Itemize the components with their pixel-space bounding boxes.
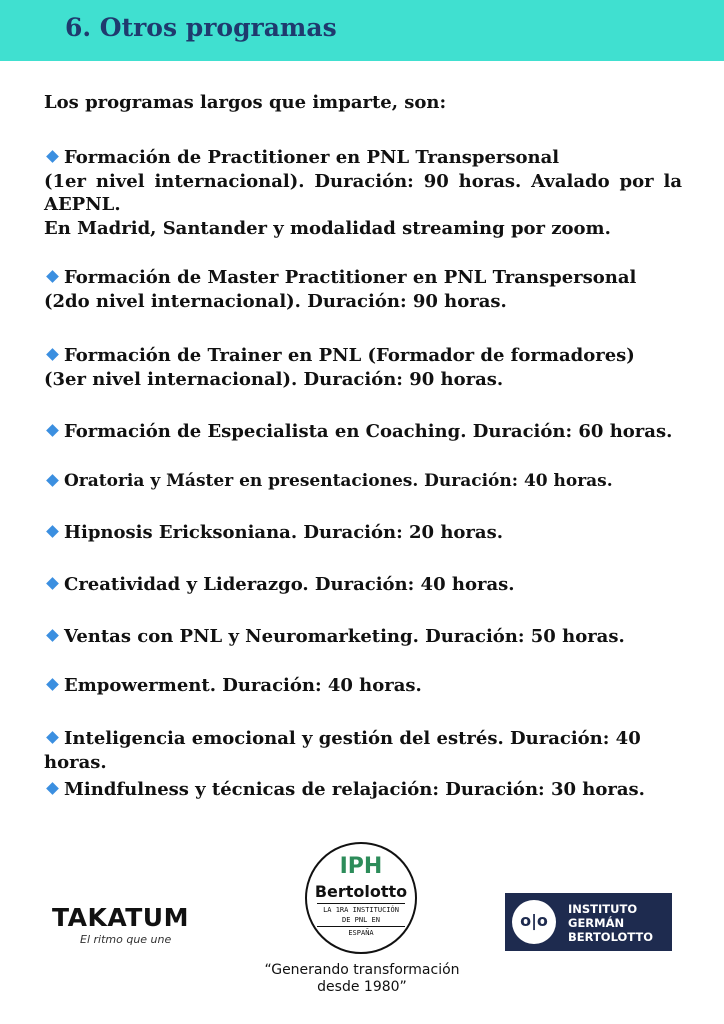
diamond-bullet-icon bbox=[46, 782, 59, 795]
page-title: 6. Otros programas bbox=[65, 13, 337, 42]
igb-text: INSTITUTO GERMÁN BERTOLOTTO bbox=[568, 902, 654, 944]
program-item: Creatividad y Liderazgo. Duración: 40 horas. bbox=[44, 573, 682, 597]
diamond-bullet-icon bbox=[46, 577, 59, 590]
program-item: Hipnosis Ericksoniana. Duración: 20 horas. bbox=[44, 521, 682, 545]
takatum-tagline: El ritmo que une bbox=[80, 933, 172, 946]
takatum-brand: TAKATUM bbox=[52, 903, 189, 932]
diamond-bullet-icon bbox=[46, 629, 59, 642]
footer-quote: “Generando transformación desde 1980” bbox=[264, 962, 460, 995]
diamond-bullet-icon bbox=[46, 731, 59, 744]
program-item: Formación de Especialista en Coaching. Duración: 60 horas. bbox=[44, 420, 682, 444]
iph-seal: IPH Bertolotto LA 1RA INSTITUCIÓN DE PNL EN ESPAÑA bbox=[305, 842, 417, 954]
iph-bertolotto-logo bbox=[305, 842, 417, 954]
diamond-bullet-icon bbox=[46, 474, 59, 487]
takatum-logo bbox=[52, 893, 208, 953]
diamond-bullet-icon bbox=[46, 424, 59, 437]
program-item: Ventas con PNL y Neuromarketing. Duración: 50 horas. bbox=[44, 625, 682, 649]
program-item: Formación de Trainer en PNL (Formador de formadores) (3er nivel internacional). Duración: 90 horas. bbox=[44, 345, 635, 390]
instituto-german-bertolotto-logo bbox=[505, 893, 672, 951]
program-item: Empowerment. Duración: 40 horas. bbox=[44, 674, 682, 698]
diamond-bullet-icon bbox=[46, 678, 59, 691]
intro-text: Los programas largos que imparte, son: bbox=[44, 92, 447, 113]
program-item: Formación de Practitioner en PNL Transpersonal (1er nivel internacional). Duración: 90 horas. Avalado por la AEPNL. En Madrid, Santander y modalidad streaming por zoom. bbox=[44, 147, 682, 239]
header-bar bbox=[0, 0, 724, 61]
diamond-bullet-icon bbox=[46, 270, 59, 283]
program-item: Inteligencia emocional y gestión del estrés. Duración: 40 horas. bbox=[44, 728, 641, 773]
program-item: Formación de Master Practitioner en PNL Transpersonal (2do nivel internacional). Duración: 90 horas. bbox=[44, 267, 637, 312]
diamond-bullet-icon bbox=[46, 348, 59, 361]
diamond-bullet-icon bbox=[46, 150, 59, 163]
diamond-bullet-icon bbox=[46, 525, 59, 538]
igb-mark-icon: o|o bbox=[512, 900, 556, 944]
program-item: Oratoria y Máster en presentaciones. Duración: 40 horas. bbox=[44, 470, 682, 494]
program-item: Mindfulness y técnicas de relajación: Duración: 30 horas. bbox=[44, 778, 682, 802]
